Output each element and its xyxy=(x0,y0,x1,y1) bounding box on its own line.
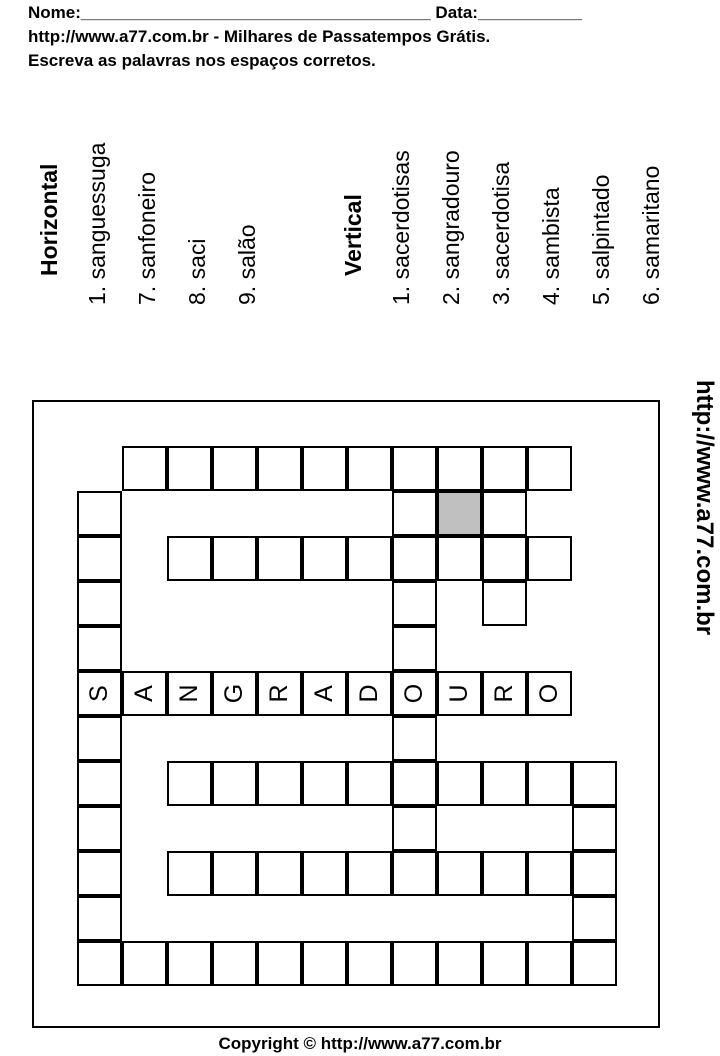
grid-cell[interactable] xyxy=(437,536,482,581)
instructions: Escreva as palavras nos espaços corretos. xyxy=(28,51,376,70)
grid-letter: N xyxy=(175,684,203,703)
grid-cell[interactable] xyxy=(212,536,257,581)
clue-vertical-4: 4. sambista xyxy=(538,187,564,305)
grid-letter: R xyxy=(490,684,518,703)
clue-horizontal-1: 1. sanguessuga xyxy=(84,142,110,305)
grid-letter: R xyxy=(265,684,293,703)
grid-cell[interactable] xyxy=(77,581,122,626)
grid-cell[interactable] xyxy=(77,761,122,806)
grid-letter: D xyxy=(355,684,383,703)
grid-cell[interactable] xyxy=(527,941,572,986)
grid-cell[interactable] xyxy=(572,761,617,806)
grid-cell[interactable] xyxy=(77,491,122,536)
vertical-title: Vertical xyxy=(340,194,366,276)
grid-cell[interactable] xyxy=(527,536,572,581)
grid-cell[interactable] xyxy=(167,446,212,491)
grid-cell[interactable] xyxy=(77,716,122,761)
grid-cell[interactable] xyxy=(77,941,122,986)
side-url: http://www.a77.com.br xyxy=(691,380,718,636)
horizontal-title: Horizontal xyxy=(36,163,62,276)
grid-cell[interactable] xyxy=(212,941,257,986)
grid-cell[interactable] xyxy=(257,851,302,896)
clue-vertical-6: 6. samaritano xyxy=(638,165,664,305)
grid-cell[interactable] xyxy=(527,761,572,806)
grid-cell[interactable] xyxy=(527,851,572,896)
clue-vertical-1: 1. sacerdotisas xyxy=(388,150,414,305)
clue-vertical-3: 3. sacerdotisa xyxy=(488,161,514,305)
grid-cell[interactable] xyxy=(167,851,212,896)
grid-cell[interactable] xyxy=(212,446,257,491)
grid-cell[interactable] xyxy=(392,761,437,806)
grid-letter: S xyxy=(85,685,113,702)
grid-cell[interactable] xyxy=(77,896,122,941)
grid-cell[interactable] xyxy=(437,851,482,896)
grid-cell[interactable] xyxy=(392,806,437,851)
clue-vertical-2: 2. sangradouro xyxy=(438,150,464,305)
grid-cell[interactable] xyxy=(122,941,167,986)
grid-letter: O xyxy=(535,683,563,704)
grid-cell[interactable] xyxy=(437,761,482,806)
grid-cell[interactable] xyxy=(302,536,347,581)
grid-letter: A xyxy=(130,685,158,702)
site-line: http://www.a77.com.br - Milhares de Passatempos Grátis. xyxy=(28,27,491,46)
grid-cell[interactable] xyxy=(392,536,437,581)
grid-cell[interactable] xyxy=(572,896,617,941)
grid-cell[interactable] xyxy=(392,581,437,626)
grid-cell[interactable] xyxy=(437,941,482,986)
grid-cell[interactable] xyxy=(392,491,437,536)
grid-cell[interactable] xyxy=(167,536,212,581)
copyright-footer: Copyright © http://www.a77.com.br xyxy=(218,1034,502,1053)
clue-vertical-5: 5. salpintado xyxy=(588,174,614,305)
grid-cell[interactable] xyxy=(482,536,527,581)
clue-horizontal-8: 8. saci xyxy=(184,238,210,305)
grid-cell[interactable] xyxy=(527,446,572,491)
grid-cell[interactable] xyxy=(347,851,392,896)
grid-cell[interactable] xyxy=(482,491,527,536)
grid-letter: U xyxy=(445,684,473,703)
grid-cell[interactable] xyxy=(482,446,527,491)
grid-cell[interactable] xyxy=(437,446,482,491)
grid-cell[interactable] xyxy=(482,941,527,986)
grid-cell[interactable] xyxy=(572,941,617,986)
grid-cell[interactable] xyxy=(347,941,392,986)
grid-cell[interactable] xyxy=(257,941,302,986)
grid-cell[interactable] xyxy=(77,626,122,671)
grid-letter: O xyxy=(400,683,428,704)
clue-horizontal-9: 9. salão xyxy=(234,224,260,305)
grid-cell[interactable] xyxy=(167,761,212,806)
grid-cell[interactable] xyxy=(392,626,437,671)
name-date-line: Nome:_____________________________________ Data:___________ xyxy=(28,3,582,22)
grid-cell[interactable] xyxy=(212,851,257,896)
grid-cell[interactable] xyxy=(212,761,257,806)
grid-cell[interactable] xyxy=(482,761,527,806)
grid-cell[interactable] xyxy=(167,941,212,986)
grid-cell-shaded[interactable] xyxy=(437,491,482,536)
grid-cell[interactable] xyxy=(257,761,302,806)
grid-cell[interactable] xyxy=(77,851,122,896)
grid-cell[interactable] xyxy=(482,581,527,626)
grid-cell[interactable] xyxy=(302,941,347,986)
clue-horizontal-7: 7. sanfoneiro xyxy=(134,172,160,305)
grid-cell[interactable] xyxy=(122,446,167,491)
grid-cell[interactable] xyxy=(392,941,437,986)
grid-cell[interactable] xyxy=(392,716,437,761)
grid-cell[interactable] xyxy=(302,446,347,491)
grid-cell[interactable] xyxy=(302,761,347,806)
grid-cell[interactable] xyxy=(77,806,122,851)
grid-cell[interactable] xyxy=(572,851,617,896)
grid-letter: G xyxy=(220,683,248,704)
grid-cell[interactable] xyxy=(302,851,347,896)
grid-letter: A xyxy=(310,685,338,702)
grid-cell[interactable] xyxy=(572,806,617,851)
grid-cell[interactable] xyxy=(392,446,437,491)
grid-cell[interactable] xyxy=(392,851,437,896)
grid-cell[interactable] xyxy=(347,446,392,491)
grid-cell[interactable] xyxy=(257,446,302,491)
grid-cell[interactable] xyxy=(482,851,527,896)
grid-cell[interactable] xyxy=(347,761,392,806)
grid-cell[interactable] xyxy=(77,536,122,581)
grid-cell[interactable] xyxy=(257,536,302,581)
grid-cell[interactable] xyxy=(347,536,392,581)
